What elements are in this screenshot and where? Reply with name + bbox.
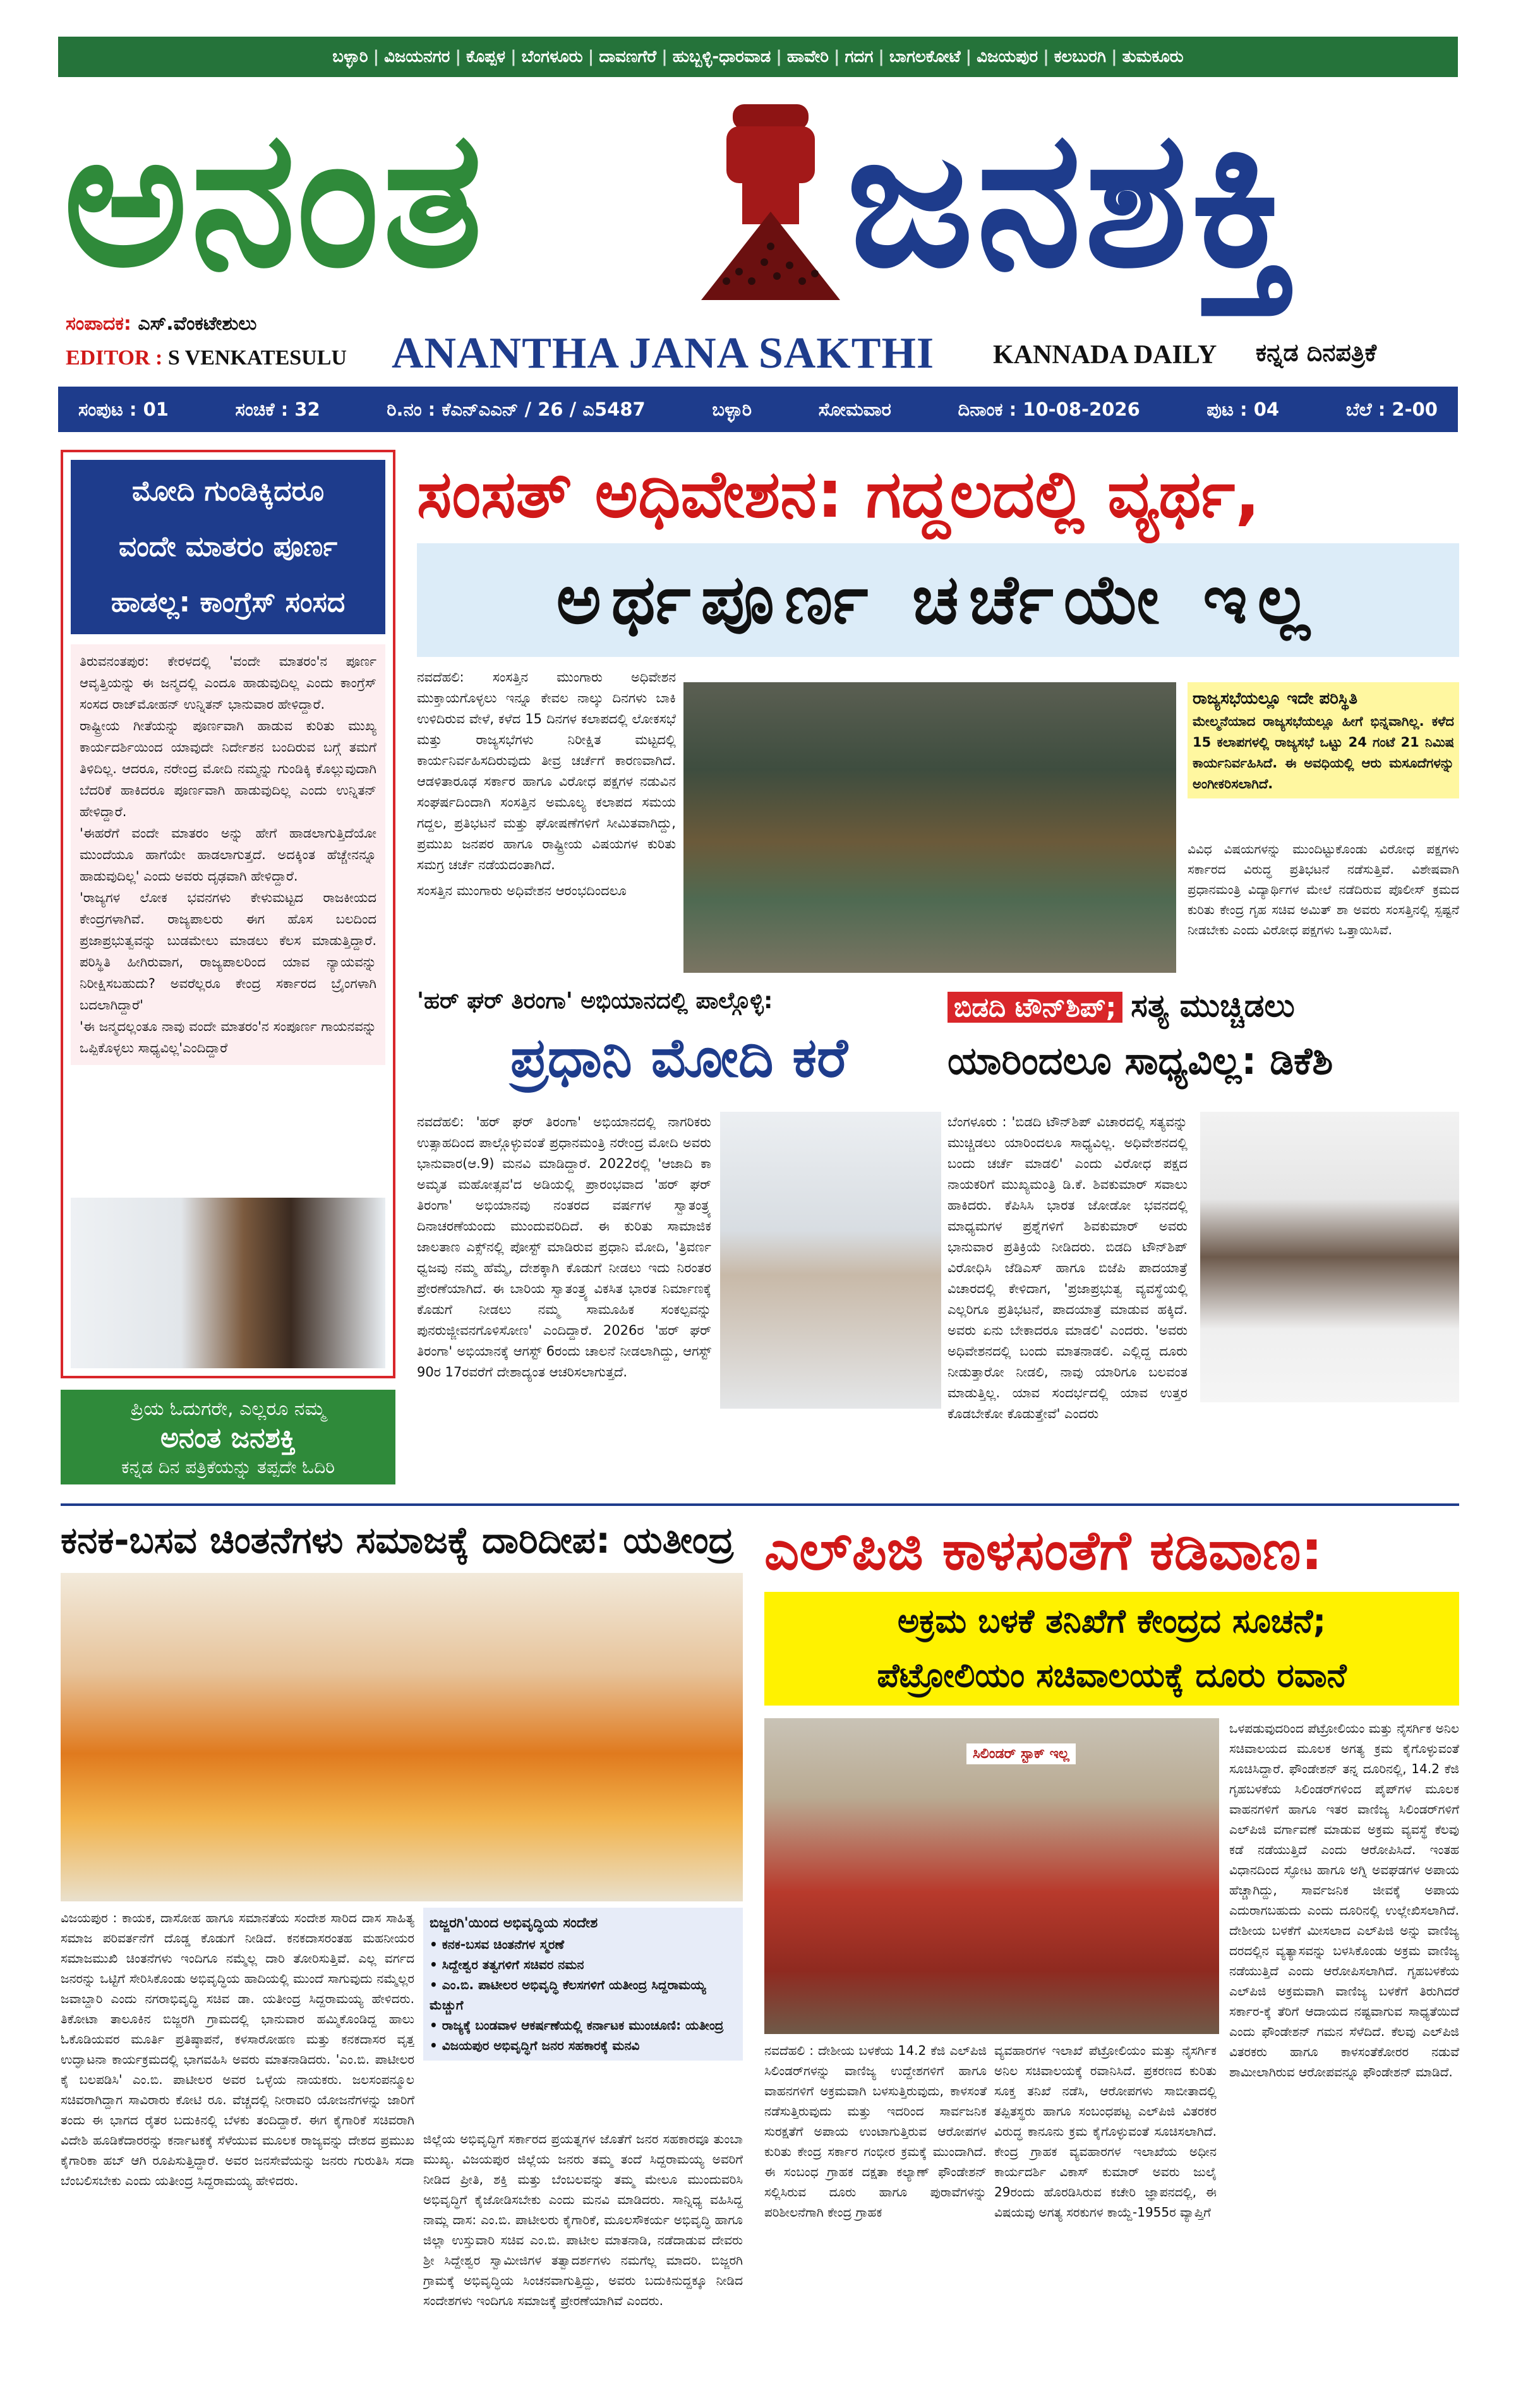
separator: | bbox=[965, 47, 972, 66]
promo-line-3: ಕನ್ನಡ ದಿನ ಪತ್ರಿಕೆಯನ್ನು ತಪ್ಪದೇ ಓದಿರಿ bbox=[121, 1457, 335, 1478]
editor-kn-label: ಸಂಪಾದಕ: bbox=[66, 313, 131, 335]
lead-subhead: ಅರ್ಥಪೂರ್ಣ ಚರ್ಚೆಯೇ ಇಲ್ಲ bbox=[417, 543, 1459, 657]
dks-body bbox=[948, 1112, 1188, 1424]
district-link[interactable]: ಬಳ್ಳಾರಿ bbox=[332, 47, 368, 66]
district-link[interactable]: ತುಮಕೂರು bbox=[1122, 47, 1184, 66]
separator: | bbox=[661, 47, 668, 66]
kannada-daily-kn-label: ಕನ್ನಡ ದಿನಪತ್ರಿಕೆ bbox=[1256, 339, 1377, 366]
kanaka-highlights-box bbox=[423, 1908, 743, 2061]
district-link[interactable]: ಕೊಪ್ಪಳ bbox=[466, 47, 506, 66]
lpg-body-col-3: ಒಳಪಡುವುದರಿಂದ ಪೆಟ್ರೋಲಿಯಂ ಮತ್ತು ನೈಸರ್ಗಿಕ ಅನಿಲ ಸಚಿವಾಲಯದ ಮೂಲಕ ಅಗತ್ಯ ಕ್ರಮ ಕೈಗೊಳ್ಳುವಂತೆ ಸೂಚಿಸಿದ್ದಾರೆ. ಫೌಂಡೇಶನ್ ತನ್ನ ದೂರಿನಲ್ಲಿ, 14.2 ಕೆಜಿ ಗೃಹಬಳಕೆಯ ಸಿಲಿಂಡರ್‌ಗಳಿಂದ ಪೈಪ್‌ಗಳ ಮೂಲಕ ವಾಹನಗಳಿಗೆ ಹಾಗೂ ಇತರ ವಾಣಿಜ್ಯ ಸಿಲಿಂಡರ್‌ಗಳಿಗೆ ಎಲ್‌ಪಿಜಿ ವರ್ಗಾವಣೆ ಮಾಡುವ ಅಕ್ರಮ ವ್ಯವಸ್ಥೆ ಕೆಲವು ಕಡೆ ನಡೆಯುತ್ತಿದೆ ಎಂದು ಆರೋಪಿಸಿದೆ. ಇಂತಹ ವಿಧಾನದಿಂದ ಸ್ಫೋಟ ಹಾಗೂ ಅಗ್ನಿ ಅವಘಡಗಳ ಅಪಾಯ ಹೆಚ್ಚಾಗಿದ್ದು, ಸಾರ್ವಜನಿಕ ಜೀವಕ್ಕೆ ಅಪಾಯ ಎದುರಾಗಬಹುದು ಎಂದು ದೂರಿನಲ್ಲಿ ಉಲ್ಲೇಖಿಸಲಾಗಿದೆ. ದೇಶೀಯ ಬಳಕೆಗೆ ಮೀಸಲಾದ ಎಲ್‌ಪಿಜಿ ಅನ್ನು ವಾಣಿಜ್ಯ ದರದಲ್ಲಿನ ವ್ಯತ್ಯಾಸವನ್ನು ಬಳಸಿಕೊಂಡು ಅಕ್ರಮ ವಾಣಿಜ್ಯ ನಡೆಯುತ್ತಿದೆ ಎಂದು ಆರೋಪಿಸಲಾಗಿದೆ. ಗೃಹಬಳಕೆಯ ಎಲ್‌ಪಿಜಿ ಅಕ್ರಮವಾಗಿ ವಾಣಿಜ್ಯ ಬಳಕೆಗೆ ತಿರುಗಿದರೆ ಸರ್ಕಾರ-ಕ್ಕೆ ತೆರಿಗೆ ಆದಾಯದ ನಷ್ಟವಾಗುವ ಸಾಧ್ಯತೆಯಿದೆ ಎಂದು ಫೌಂಡೇಶನ್ ಗಮನ ಸೆಳೆದಿದೆ. ಕೆಲವು ಎಲ್‌ಪಿಜಿ ವಿತರಕರು ಹಾಗೂ ಕಾಳಸಂತೆಕೋರರ ನಡುವೆ ಶಾಮೀಲಾಗಿರುವ ಆರೋಪವನ್ನೂ ಫೌಂಡೇಶನ್ ಮಾಡಿದೆ. bbox=[1229, 1721, 1459, 2080]
district-link[interactable]: ಗದಗ bbox=[845, 47, 874, 66]
section-divider bbox=[61, 1503, 1459, 1506]
separator: | bbox=[510, 47, 517, 66]
promo-line-1: ಪ್ರಿಯ ಓದುಗರೇ, ಎಲ್ಲರೂ ನಮ್ಮ bbox=[130, 1398, 326, 1420]
english-title: ANANTHA JANA SAKTHI bbox=[392, 329, 935, 378]
paragraph: 'ರಾಜ್ಯಗಳ ಲೋಕ ಭವನಗಳು ಕೇಳುಮಟ್ಟದ ರಾಜಕೀಯದ ಕೇಂದ್ರಗಳಾಗಿವೆ. ರಾಜ್ಯಪಾಲರು ಈಗ ಹೊಸ ಬಲದಿಂದ ಪ್ರಜಾಪ್ರಭುತ್ವವನ್ನು ಬುಡಮೇಲು ಮಾಡಲು ಕೆಲಸ ಮಾಡುತ್ತಿದ್ದಾರೆ. ಪರಿಸ್ಥಿತಿ ಹೀಗಿರುವಾಗ, ರಾಜ್ಯಪಾಲರಿಂದ ಯಾವ ನ್ಯಾಯವನ್ನು ನಿರೀಕ್ಷಿಸಬಹುದು? ಅವರೆಲ್ಲರೂ ಕೇಂದ್ರ ಸರ್ಕಾರದ ಬ್ರೈಂಗಳಾಗಿ ಬದಲಾಗಿದ್ದಾರೆ' bbox=[80, 890, 376, 1013]
district-link[interactable]: ವಿಜಯಪುರ bbox=[977, 47, 1038, 66]
sidebar-body: ವಿವಿಧ ವಿಷಯಗಳನ್ನು ಮುಂದಿಟ್ಟುಕೊಂಡು ವಿರೋಧ ಪಕ್ಷಗಳು ಸರ್ಕಾರದ ವಿರುದ್ಧ ಪ್ರತಿಭಟನೆ ನಡೆಸುತ್ತಿವೆ. ವಿಶೇಷವಾಗಿ ಪ್ರಧಾನಮಂತ್ರಿ ವಿದ್ಯಾರ್ಥಿಗಳ ಮೇಲೆ ನಡೆದಿರುವ ಪೊಲೀಸ್ ಕ್ರಮದ ಕುರಿತು ಕೇಂದ್ರ ಗೃಹ ಸಚಿವ ಅಮಿತ್ ಶಾ ಅವರು ಸಂಸತ್ತಿನಲ್ಲಿ ಸ್ಪಷ್ಟನೆ ನೀಡಬೇಕು ಎಂದು ವಿರೋಧ ಪಕ್ಷಗಳು ಒತ್ತಾಯಿಸಿವೆ. bbox=[1188, 841, 1459, 937]
lead-body bbox=[417, 667, 676, 901]
kannada-daily-label: KANNADA DAILY bbox=[993, 340, 1217, 370]
modi-body bbox=[417, 1112, 941, 1453]
paragraph: ಬೆಂಗಳೂರು : 'ಬಿಡದಿ ಟೌನ್‌ಶಿಪ್ ವಿಚಾರದಲ್ಲಿ ಸತ್ಯವನ್ನು ಮುಚ್ಚಿಡಲು ಯಾರಿಂದಲೂ ಸಾಧ್ಯವಿಲ್ಲ. ಅಧಿವೇಶನದಲ್ಲಿ ಬಂದು ಚರ್ಚೆ ಮಾಡಲಿ' ಎಂದು ವಿರೋಧ ಪಕ್ಷದ ನಾಯಕರಿಗೆ ಮುಖ್ಯಮಂತ್ರಿ ಡಿ.ಕೆ. ಶಿವಕುಮಾರ್ ಸವಾಲು ಹಾಕಿದರು. ಕೆಪಿಸಿಸಿ ಭಾರತ ಜೋಡೋ ಭವನದಲ್ಲಿ ಮಾಧ್ಯಮಗಳ ಪ್ರಶ್ನೆಗಳಿಗೆ ಶಿವಕುಮಾರ್ ಅವರು ಭಾನುವಾರ ಪ್ರತಿಕ್ರಿಯೆ ನೀಡಿದರು. ಬಿಡದಿ ಟೌನ್‌ಶಿಪ್ ವಿರೋಧಿಸಿ ಜೆಡಿಎಸ್ ಹಾಗೂ ಬಿಜೆಪಿ ಪಾದಯಾತ್ರೆ ವಿಚಾರದಲ್ಲಿ ಕೇಳಿದಾಗ, 'ಪ್ರಜಾಪ್ರಭುತ್ವ ವ್ಯವಸ್ಥೆಯಲ್ಲಿ ಎಲ್ಲರಿಗೂ ಪ್ರತಿಭಟನೆ, ಪಾದಯಾತ್ರೆ ಮಾಡುವ ಹಕ್ಕಿದೆ. ಅವರು ಏನು ಬೇಕಾದರೂ ಮಾಡಲಿ' ಎಂದರು. 'ಅವರು ಅಧಿವೇಶನದಲ್ಲಿ ಬಂದು ಮಾತನಾಡಲಿ. ಎಲ್ಲಿದ್ದ ದೂರು ನೀಡುತ್ತಾರೋ ನೀಡಲಿ, ನಾವು ಯಾರಿಗೂ ಬಲವಂತ ಮಾಡುತ್ತಿಲ್ಲ. ಯಾವ ಸಂದರ್ಭದಲ್ಲಿ ಯಾವ ಉತ್ತರ ಕೊಡಬೇಕೋ ಕೊಡುತ್ತೇವೆ' ಎಂದರು bbox=[948, 1114, 1188, 1421]
separator: | bbox=[878, 47, 884, 66]
registration-number: ರಿ.ನಂ : ಕೆಎನ್‌ಎಎನ್ / 26 / ಎ5487 bbox=[387, 398, 646, 420]
separator: | bbox=[833, 47, 840, 66]
editor-kannada bbox=[66, 313, 256, 335]
paragraph: ನವದೆಹಲಿ: ಸಂಸತ್ತಿನ ಮುಂಗಾರು ಅಧಿವೇಶನ ಮುಕ್ತಾಯಗೊಳ್ಳಲು ಇನ್ನೂ ಕೇವಲ ನಾಲ್ಕು ದಿನಗಳು ಬಾಕಿ ಉಳಿದಿರುವ ವೇಳೆ, ಕಳೆದ 15 ದಿನಗಳ ಕಲಾಪದಲ್ಲಿ ಲೋಕಸಭೆ ಮತ್ತು ರಾಜ್ಯಸಭೆಗಳು ನಿರೀಕ್ಷಿತ ಮಟ್ಟದಲ್ಲಿ ಕಾರ್ಯನಿರ್ವಹಿಸದಿರುವುದು ತೀವ್ರ ಚರ್ಚೆಗೆ ಕಾರಣವಾಗಿದೆ. ಆಡಳಿತಾರೂಢ ಸರ್ಕಾರ ಹಾಗೂ ವಿರೋಧ ಪಕ್ಷಗಳ ನಡುವಿನ ಸಂಘರ್ಷದಿಂದಾಗಿ ಸಂಸತ್ತಿನ ಅಮೂಲ್ಯ ಕಲಾಪದ ಸಮಯ ಗದ್ದಲ, ಪ್ರತಿಭಟನೆ ಮತ್ತು ಘೋಷಣೆಗಳಿಗೆ ಸೀಮಿತವಾಗಿದ್ದು, ಪ್ರಮುಖ ಜನಪರ ಹಾಗೂ ರಾಷ್ಟ್ರೀಯ ವಿಷಯಗಳ ಕುರಿತು ಸಮಗ್ರ ಚರ್ಚೆ ನಡೆಯದಂತಾಗಿದೆ. bbox=[417, 670, 676, 872]
lpg-body-col-1: ನವದೆಹಲಿ : ದೇಶೀಯ ಬಳಕೆಯ 14.2 ಕೆಜಿ ಎಲ್‌ಪಿಜಿ ಸಿಲಿಂಡರ್‌ಗಳನ್ನು ವಾಣಿಜ್ಯ ಉದ್ದೇಶಗಳಿಗೆ ಹಾಗೂ ವಾಹನಗಳಿಗೆ ಅಕ್ರಮವಾಗಿ ಬಳಸುತ್ತಿರುವುದು, ಕಾಳಸಂತೆ ನಡೆಸುತ್ತಿರುವುದು ಮತ್ತು ಇದರಿಂದ ಸಾರ್ವಜನಿಕ ಸುರಕ್ಷತೆಗೆ ಅಪಾಯ ಉಂಟಾಗುತ್ತಿರುವ ಆರೋಪಗಳ ಕುರಿತು ಕೇಂದ್ರ ಸರ್ಕಾರ ಗಂಭೀರ ಕ್ರಮಕ್ಕೆ ಮುಂದಾಗಿದೆ. ಈ ಸಂಬಂಧ ಗ್ರಾಹಕ ದಕ್ಷತಾ ಕಲ್ಯಾಣ್ ಫೌಂಡೇಶನ್ ಸಲ್ಲಿಸಿರುವ ದೂರು ಹಾಗೂ ಪುರಾವೆಗಳನ್ನು ಪರಿಶೀಲನೆಗಾಗಿ ಕೇಂದ್ರ ಗ್ರಾಹಕ bbox=[764, 2043, 987, 2220]
left-story-body bbox=[71, 644, 385, 1065]
weekday: ಸೋಮವಾರ bbox=[818, 398, 891, 420]
mp-photo bbox=[71, 1198, 385, 1368]
issue-info-bar bbox=[58, 387, 1458, 432]
district-nav-bar bbox=[58, 37, 1458, 77]
separator: | bbox=[776, 47, 782, 66]
photo-sign-text: ಸಿಲಿಂಡರ್ ಸ್ಟಾಕ್ ಇಲ್ಲ bbox=[966, 1743, 1076, 1764]
lpg-subhead-box bbox=[764, 1592, 1459, 1706]
district-link[interactable]: ಹುಬ್ಬಳ್ಳಿ-ಧಾರವಾಡ bbox=[672, 47, 771, 66]
modi-headline: ಪ್ರಧಾನಿ ಮೋದಿ ಕರೆ bbox=[510, 1026, 848, 1090]
logo-right-text: ಜನಶಕ್ತಿ bbox=[846, 88, 1298, 309]
editor-en-name: S VENKATESULU bbox=[167, 346, 347, 370]
paragraph: ತಿರುವನಂತಪುರ: ಕೇರಳದಲ್ಲಿ 'ವಂದೇ ಮಾತರಂ'ನ ಪೂರ್ಣ ಆವೃತ್ತಿಯನ್ನು ಈ ಜನ್ಮದಲ್ಲಿ ಎಂದೂ ಹಾಡುವುದಿಲ್ಲ ಎಂದು ಕಾಂಗ್ರೆಸ್ ಸಂಸದ ರಾಜ್‌ಮೋಹನ್ ಉನ್ನಿತನ್ ಭಾನುವಾರ ಹೇಳಿದ್ದಾರೆ. bbox=[80, 654, 376, 712]
kanaka-headline: ಕನಕ-ಬಸವ ಚಿಂತನೆಗಳು ಸಮಾಜಕ್ಕೆ ದಾರಿದೀಪ: ಯತೀಂದ್ರ bbox=[61, 1519, 734, 1562]
paragraph: ರಾಷ್ಟ್ರೀಯ ಗೀತೆಯನ್ನು ಪೂರ್ಣವಾಗಿ ಹಾಡುವ ಕುರಿತು ಮುಖ್ಯ ಕಾರ್ಯದರ್ಶಿಯಿಂದ ಯಾವುದೇ ನಿರ್ದೇಶನ ಬಂದಿರುವ ಬಗ್ಗೆ ತಮಗೆ ತಿಳಿದಿಲ್ಲ. ಆದರೂ, ನರೇಂದ್ರ ಮೋದಿ ನಮ್ಮನ್ನು ಗುಂಡಿಕ್ಕಿ ಕೊಲ್ಲುವುದಾಗಿ ಬೆದರಿಕೆ ಹಾಕಿದರೂ ಪೂರ್ಣವಾಗಿ ಹಾಡುವುದಿಲ್ಲ ಎಂದು ಉನ್ನಿತನ್ ಹೇಳಿದ್ದಾರೆ. bbox=[80, 718, 376, 819]
logo-left-text: ಅನಂತ bbox=[63, 88, 486, 309]
district-link[interactable]: ದಾವಣಗೆರೆ bbox=[599, 47, 657, 66]
reader-promo bbox=[61, 1390, 395, 1484]
left-story-headline bbox=[71, 460, 385, 634]
highlight-item: • ಎಂ.ಬಿ. ಪಾಟೀಲರ ಅಭಿವೃದ್ಧಿ ಕೆಲಸಗಳಿಗೆ ಯತೀಂದ್ರ ಸಿದ್ದರಾಮಯ್ಯ ಮೆಚ್ಚುಗೆ bbox=[430, 1977, 706, 2013]
separator: | bbox=[455, 47, 461, 66]
city: ಬಳ್ಳಾರಿ bbox=[712, 398, 752, 420]
separator: | bbox=[1111, 47, 1117, 66]
sidebar-lead: ಮೇಲ್ಮನೆಯಾದ ರಾಜ್ಯಸಭೆಯಲ್ಲೂ ಹೀಗೆ ಭಿನ್ನವಾಗಿಲ್ಲ. ಕಳೆದ 15 ಕಲಾಪಗಳಲ್ಲಿ ರಾಜ್ಯಸಭೆ ಒಟ್ಟು 24 ಗಂಟೆ 21 ನಿಮಿಷ ಕಾರ್ಯನಿರ್ವಹಿಸಿದೆ. ಈ ಅವಧಿಯಲ್ಲಿ ಆರು ಮಸೂದೆಗಳನ್ನು ಅಂಗೀಕರಿಸಲಾಗಿದೆ. bbox=[1193, 714, 1454, 792]
promo-line-2: ಅನಂತ ಜನಶಕ್ತಿ bbox=[160, 1422, 296, 1454]
page-count: ಪುಟ : 04 bbox=[1206, 398, 1280, 420]
lead-headline: ಸಂಸತ್ ಅಧಿವೇಶನ: ಗದ್ದಲದಲ್ಲಿ ವ್ಯರ್ಥ, bbox=[417, 455, 1260, 533]
parliament-photo bbox=[683, 682, 1176, 973]
kanaka-body-left: ವಿಜಯಪುರ : ಕಾಯಕ, ದಾಸೋಹ ಹಾಗೂ ಸಮಾನತೆಯ ಸಂದೇಶ ಸಾರಿದ ದಾಸ ಸಾಹಿತ್ಯ ಸಮಾಜ ಪರಿವರ್ತನೆಗೆ ದೊಡ್ಡ ಕೊಡುಗೆ ನೀಡಿದೆ. ಕನಕದಾಸರಂತಹ ಮಹನೀಯರ ಸಮಾಜಮುಖಿ ಚಿಂತನೆಗಳು ಇಂದಿಗೂ ನಮ್ಮೆಲ್ಲ ದಾರಿ ತೋರಿಸುತ್ತಿವೆ. ಎಲ್ಲ ವರ್ಗದ ಜನರನ್ನು ಒಟ್ಟಿಗೆ ಸೇರಿಸಿಕೊಂಡು ಅಭಿವೃದ್ಧಿಯ ಹಾದಿಯಲ್ಲಿ ಮುಂದೆ ಸಾಗುವುದು ನಮ್ಮೆಲ್ಲರ ಜವಾಬ್ದಾರಿ ಎಂದು ನಗರಾಭಿವೃದ್ಧಿ ಸಚಿವ ಡಾ. ಯತೀಂದ್ರ ಸಿದ್ದರಾಮಯ್ಯ ಹೇಳಿದರು. ತಿಕೋಟಾ ತಾಲೂಕಿನ ಬಿಜ್ಜರಗಿ ಗ್ರಾಮದಲ್ಲಿ ಭಾನುವಾರ ಹಮ್ಮಿಕೊಂಡಿದ್ದ ಹಾಲು ಓಕೊಡಿಯವರ ಮೂರ್ತಿ ಪ್ರತಿಷ್ಠಾಪನೆ, ಕಳಸಾರೋಹಣ ಮತ್ತು ಕನಕದಾಸರ ವೃತ್ತ ಉದ್ಘಾಟನಾ ಕಾರ್ಯಕ್ರಮದಲ್ಲಿ ಭಾಗವಹಿಸಿ ಅವರು ಮಾತನಾಡಿದರು. 'ಎಂ.ಬಿ. ಪಾಟೀಲರ ಕೈ ಬಲಪಡಿಸಿ' ಎಂ.ಬಿ. ಪಾಟೀಲರ ಅವರ ಒಳ್ಳೆಯ ನಾಯಕರು. ಜಲಸಂಪನ್ಮೂಲ ಸಚಿವರಾಗಿದ್ದಾಗ ಸಾವಿರಾರು ಕೋಟಿ ರೂ. ವೆಚ್ಚದಲ್ಲಿ ನೀರಾವರಿ ಯೋಜನೆಗಳನ್ನು ಜಾರಿಗೆ ತಂದು ಈ ಭಾಗದ ರೈತರ ಬದುಕಿನಲ್ಲಿ ಬೆಳಕು ತಂದಿದ್ದಾರೆ. ಈಗ ಕೈಗಾರಿಕೆ ಸಚಿವರಾಗಿ ವಿದೇಶಿ ಹೂಡಿಕೆದಾರರನ್ನು ಕರ್ನಾಟಕಕ್ಕೆ ಸೆಳೆಯುವ ಮೂಲಕ ರಾಜ್ಯವನ್ನು ದೇಶದ ಪ್ರಮುಖ ಕೈಗಾರಿಕಾ ಹಬ್ ಆಗಿ ರೂಪಿಸುತ್ತಿದ್ದಾರೆ. ಅವರ ಜನಸೇವೆಯನ್ನು ಜನರು ಗುರುತಿಸಿ ಸದಾ ಬೆಂಬಲಿಸಬೇಕು ಎಂದು ಯತೀಂದ್ರ ಸಿದ್ದರಾಮಯ್ಯ ಹೇಳಿದರು. bbox=[61, 1910, 414, 2188]
highlight-item: • ಕನಕ-ಬಸವ ಚಿಂತನೆಗಳ ಸ್ಮರಣೆ bbox=[430, 1937, 565, 1952]
lead-sidebar bbox=[1188, 682, 1459, 798]
paragraph: ಸಂಸತ್ತಿನ ಮುಂಗಾರು ಅಧಿವೇಶನ ಆರಂಭದಿಂದಲೂ bbox=[417, 883, 627, 898]
left-headline-line: ಮೋದಿ ಗುಂಡಿಕ್ಕಿದರೂ bbox=[131, 475, 325, 507]
dks-headline-2: ಯಾರಿಂದಲೂ ಸಾಧ್ಯವಿಲ್ಲ: ಡಿಕೆಶಿ bbox=[948, 1039, 1333, 1083]
left-headline-line: ಹಾಡಲ್ಲ: ಕಾಂಗ್ರೆಸ್ ಸಂಸದ bbox=[111, 586, 346, 618]
lpg-body-col-2: ವ್ಯವಹಾರಗಳ ಇಲಾಖೆ ಪೆಟ್ರೋಲಿಯಂ ಮತ್ತು ನೈಸರ್ಗಿಕ ಅನಿಲ ಸಚಿವಾಲಯಕ್ಕೆ ರವಾನಿಸಿದೆ. ಪ್ರಕರಣದ ಕುರಿತು ಸೂಕ್ತ ತನಿಖೆ ನಡೆಸಿ, ಆರೋಪಗಳು ಸಾಬೀತಾದಲ್ಲಿ ತಪ್ಪಿತಸ್ಥರು ಹಾಗೂ ಸಂಬಂಧಪಟ್ಟ ಎಲ್‌ಪಿಜಿ ವಿತರಕರ ವಿರುದ್ಧ ಕಾನೂನು ಕ್ರಮ ಕೈಗೊಳ್ಳುವಂತೆ ಸೂಚಿಸಲಾಗಿದೆ. ಕೇಂದ್ರ ಗ್ರಾಹಕ ವ್ಯವಹಾರಗಳ ಇಲಾಖೆಯ ಅಧೀನ ಕಾರ್ಯದರ್ಶಿ ವಿಕಾಸ್ ಕುಮಾರ್ ಅವರು ಜುಲೈ 29ರಂದು ಹೊರಡಿಸಿರುವ ಕಚೇರಿ ಜ್ಞಾಪನದಲ್ಲಿ, ಈ ವಿಷಯವು ಅಗತ್ಯ ಸರಕುಗಳ ಕಾಯ್ದೆ-1955ರ ವ್ಯಾಪ್ತಿಗೆ bbox=[994, 2043, 1217, 2220]
left-headline-line: ವಂದೇ ಮಾತರಂ ಪೂರ್ಣ bbox=[118, 531, 338, 563]
lpg-subhead-2: ಪೆಟ್ರೋಲಿಯಂ ಸಚಿವಾಲಯಕ್ಕೆ ದೂರು ರವಾನೆ bbox=[877, 1657, 1347, 1695]
paragraph: 'ಈ ಜನ್ಮದಲ್ಲಂತೂ ನಾವು ವಂದೇ ಮಾತರಂ'ನ ಸಂಪೂರ್ಣ ಗಾಯನವನ್ನು ಒಪ್ಪಿಕೊಳ್ಳಲು ಸಾಧ್ಯವಿಲ್ಲ'ಎಂದಿದ್ದಾರೆ bbox=[80, 1019, 376, 1056]
sidebar-heading: ರಾಜ್ಯಸಭೆಯಲ್ಲೂ ಇದೇ ಪರಿಸ್ಥಿತಿ bbox=[1193, 689, 1358, 708]
highlights-list bbox=[430, 1934, 737, 2056]
editor-kn-name: ಎಸ್.ವೆಂಕಟೇಶುಲು bbox=[138, 313, 257, 335]
separator: | bbox=[373, 47, 380, 66]
editor-english bbox=[66, 346, 347, 370]
volume: ಸಂಪುಟ : 01 bbox=[78, 398, 169, 420]
left-story-frame bbox=[61, 450, 395, 1378]
issue: ಸಂಚಿಕೆ : 32 bbox=[235, 398, 320, 420]
dks-photo bbox=[1200, 1112, 1459, 1402]
highlight-item: • ಸಿದ್ದೇಶ್ವರ ತತ್ವಗಳಿಗೆ ಸಚಿವರ ನಮನ bbox=[430, 1957, 584, 1972]
district-link[interactable]: ಕಲಬುರಗಿ bbox=[1054, 47, 1107, 66]
highlight-item: • ವಿಜಯಪುರ ಅಭಿವೃದ್ಧಿಗೆ ಜನರ ಸಹಕಾರಕ್ಕೆ ಮನವಿ bbox=[430, 2038, 640, 2053]
lpg-cylinder-photo bbox=[764, 1718, 1219, 2034]
modi-kicker: 'ಹರ್ ಘರ್ ತಿರಂಗಾ' ಅಭಿಯಾನದಲ್ಲಿ ಪಾಲ್ಗೊಳ್ಳಿ: bbox=[417, 988, 773, 1014]
highlights-title: ಬಿಜ್ಜರಗಿ'ಯಿಂದ ಅಭಿವೃದ್ಧಿಯ ಸಂದೇಶ bbox=[430, 1915, 598, 1931]
separator: | bbox=[1043, 47, 1049, 66]
date: ದಿನಾಂಕ : 10-08-2026 bbox=[958, 398, 1140, 420]
raised-fist-logo bbox=[689, 92, 853, 300]
highlight-item: • ರಾಜ್ಯಕ್ಕೆ ಬಂಡವಾಳ ಆಕರ್ಷಣೆಯಲ್ಲಿ ಕರ್ನಾಟಕ ಮುಂಚೂಣಿ: ಯತೀಂದ್ರ bbox=[430, 2018, 724, 2033]
lpg-headline: ಎಲ್‌ಪಿಜಿ ಕಾಳಸಂತೆಗೆ ಕಡಿವಾಣ: bbox=[764, 1519, 1323, 1582]
editor-en-label: EDITOR : bbox=[66, 346, 163, 370]
dks-headline-row-1 bbox=[948, 985, 1459, 1030]
paragraph: ನವದೆಹಲಿ: 'ಹರ್ ಘರ್ ತಿರಂಗಾ' ಅಭಿಯಾನದಲ್ಲಿ ನಾಗರಿಕರು ಉತ್ಸಾಹದಿಂದ ಪಾಲ್ಗೊಳ್ಳುವಂತೆ ಪ್ರಧಾನಮಂತ್ರಿ ನರೇಂದ್ರ ಮೋದಿ ಅವರು ಭಾನುವಾರ(ಆ.9) ಮನವಿ ಮಾಡಿದ್ದಾರೆ. 2022ರಲ್ಲಿ 'ಆಜಾದಿ ಕಾ ಅಮೃತ ಮಹೋತ್ಸವ'ದ ಅಡಿಯಲ್ಲಿ ಪ್ರಾರಂಭವಾದ 'ಹರ್ ಘರ್ ತಿರಂಗಾ' ಅಭಿಯಾನವು ನಂತರದ ವರ್ಷಗಳ ಸ್ವಾತಂತ್ರ್ಯ ದಿನಾಚರಣೆಯಂದು ಮುಂದುವರಿದಿದೆ. ಈ ಕುರಿತು ಸಾಮಾಜಿಕ ಜಾಲತಾಣ ಎಕ್ಸ್‌ನಲ್ಲಿ ಪೋಸ್ಟ್ ಮಾಡಿರುವ ಪ್ರಧಾನಿ ಮೋದಿ, 'ತ್ರಿವರ್ಣ ಧ್ವಜವು ನಮ್ಮ ಹೆಮ್ಮೆ, ದೇಶಕ್ಕಾಗಿ ಕೊಡುಗೆ ನೀಡಲು ಇದು ನಿರಂತರ ಪ್ರೇರಣೆಯಾಗಿದೆ. ಈ ಬಾರಿಯ ಸ್ವಾತಂತ್ರ್ಯ ವಿಕಸಿತ ಭಾರತ ನಿರ್ಮಾಣಕ್ಕೆ ಕೊಡುಗೆ ನೀಡಲು ನಮ್ಮ ಸಾಮೂಹಿಕ ಸಂಕಲ್ಪವನ್ನು ಪುನರುಜ್ಜೀವನಗೊಳಿಸೋಣ' ಎಂದಿದ್ದಾರೆ. 2026ರ 'ಹರ್ ಘರ್ ತಿರಂಗಾ' ಅಭಿಯಾನಕ್ಕೆ ಆಗಸ್ಟ್ 6ರಂದು ಚಾಲನೆ ನೀಡಲಾಗಿದ್ದು, ಆಗಸ್ಟ್ 90ರ 17ರವರೆಗೆ ದೇಶಾದ್ಯಂತ ಆಚರಿಸಲಾಗುತ್ತದೆ. bbox=[417, 1114, 711, 1380]
district-link[interactable]: ಬಾಗಲಕೋಟೆ bbox=[889, 47, 961, 66]
district-link[interactable]: ಹಾವೇರಿ bbox=[786, 47, 829, 66]
district-link[interactable]: ವಿಜಯನಗರ bbox=[384, 47, 450, 66]
separator: | bbox=[587, 47, 594, 66]
lpg-subhead-1: ಅಕ್ರಮ ಬಳಕೆ ತನಿಖೆಗೆ ಕೇಂದ್ರದ ಸೂಚನೆ; bbox=[897, 1603, 1326, 1640]
kanaka-event-photo bbox=[61, 1573, 743, 1901]
dks-headline-1: ಸತ್ಯ ಮುಚ್ಚಿಡಲು bbox=[1131, 987, 1295, 1024]
dks-tag: ಬಿಡದಿ ಟೌನ್‌ಶಿಪ್; bbox=[948, 992, 1122, 1023]
paragraph: 'ಈಹರೆಗೆ ವಂದೇ ಮಾತರಂ ಅನ್ನು ಹೇಗೆ ಹಾಡಲಾಗುತ್ತಿದೆಯೋ ಮುಂದೆಯೂ ಹಾಗೆಯೇ ಹಾಡಲಾಗುತ್ತದೆ. ಅದಕ್ಕಿಂತ ಹೆಚ್ಚೇನನ್ನೂ ಹಾಡುವುದಿಲ್ಲ' ಎಂದು ಅವರು ದೃಢವಾಗಿ ಹೇಳಿದ್ದಾರೆ. bbox=[80, 826, 376, 884]
kanaka-body-right: ಜಿಲ್ಲೆಯ ಅಭಿವೃದ್ಧಿಗೆ ಸರ್ಕಾರದ ಪ್ರಯತ್ನಗಳ ಜೊತೆಗೆ ಜನರ ಸಹಕಾರವೂ ತುಂಬಾ ಮುಖ್ಯ. ವಿಜಯಪುರ ಜಿಲ್ಲೆಯ ಜನರು ತಮ್ಮ ತಂದೆ ಸಿದ್ದರಾಮಯ್ಯ ಅವರಿಗೆ ನೀಡಿದ ಪ್ರೀತಿ, ಶಕ್ತಿ ಮತ್ತು ಬೆಂಬಲವನ್ನು ತಮ್ಮ ಮೇಲೂ ಮುಂದುವರಿಸಿ ಅಭಿವೃದ್ಧಿಗೆ ಕೈಜೋಡಿಸಬೇಕು ಎಂದು ಮನವಿ ಮಾಡಿದರು. ಸಾನ್ನಿಧ್ಯ ವಹಿಸಿದ್ದ ನಾಮ್ಲ ದಾಸ: ಎಂ.ಬಿ. ಪಾಟೀಲರು ಕೈಗಾರಿಕೆ, ಮೂಲಸೌಕರ್ಯ ಅಭಿವೃದ್ಧಿ ಹಾಗೂ ಜಿಲ್ಲಾ ಉಸ್ತುವಾರಿ ಸಚಿವ ಎಂ.ಬಿ. ಪಾಟೀಲ ಮಾತನಾಡಿ, ನಡೆದಾಡುವ ದೇವರು ಶ್ರೀ ಸಿದ್ದೇಶ್ವರ ಸ್ವಾಮೀಜಿಗಳ ತತ್ವಾದರ್ಶಗಳು ನಮಗೆಲ್ಲ ಮಾದರಿ. ಬಿಜ್ಜರಗಿ ಗ್ರಾಮಕ್ಕೆ ಅಭಿವೃದ್ಧಿಯ ಸಿಂಚನವಾಗುತ್ತಿದ್ದು, ಅವರು ಬದುಕಿನುದ್ದಕ್ಕೂ ನೀಡಿದ ಸಂದೇಶಗಳು ಇಂದಿಗೂ ಸಮಾಜಕ್ಕೆ ಪ್ರೇರಣೆಯಾಗಿವೆ ಎಂದರು. bbox=[423, 2131, 743, 2308]
price: ಬೆಲೆ : 2-00 bbox=[1345, 398, 1438, 420]
district-link[interactable]: ಬೆಂಗಳೂರು bbox=[521, 47, 583, 66]
modi-photo bbox=[720, 1112, 941, 1409]
